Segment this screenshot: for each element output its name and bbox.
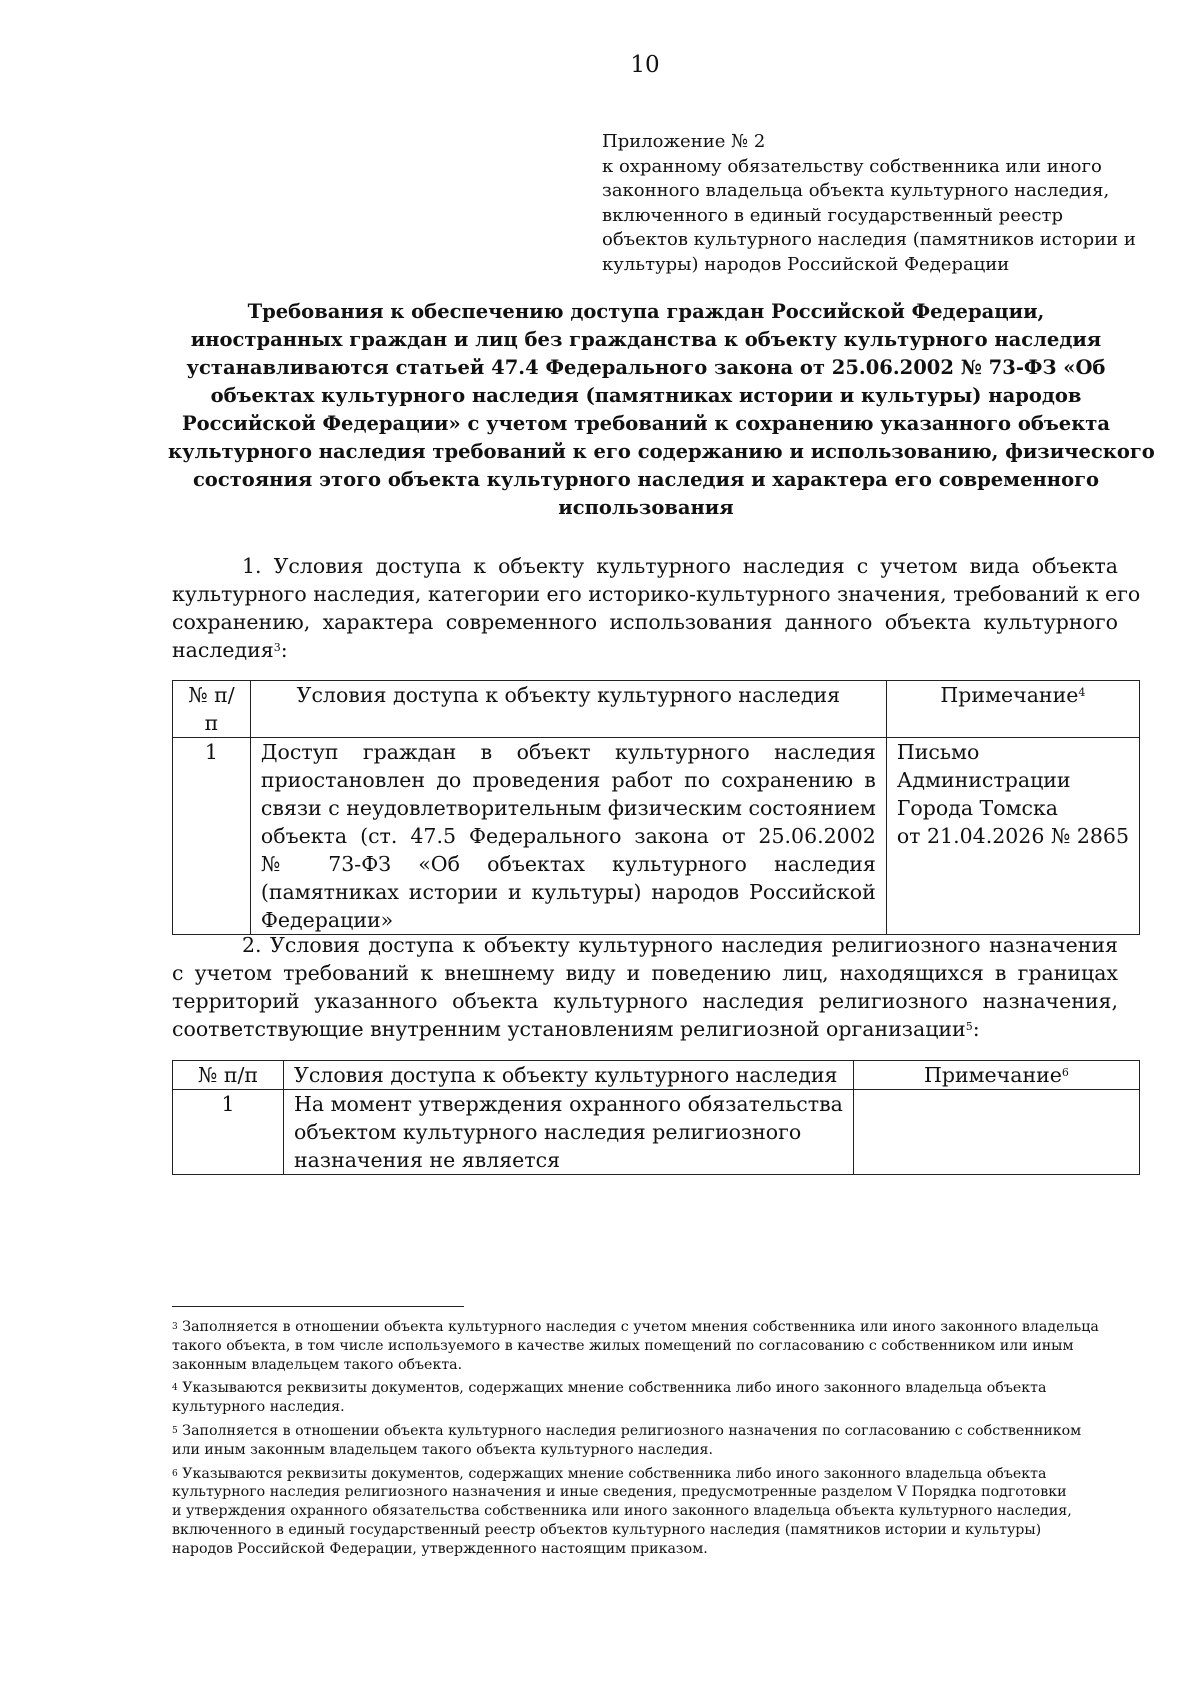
document-title [168, 298, 1155, 522]
footnote-separator [172, 1306, 464, 1307]
table-header-row [173, 1061, 1140, 1090]
footnote-mark: 3 [172, 1322, 178, 1332]
paragraph-line [172, 636, 1118, 664]
footnote-ref[interactable]: 3 [273, 641, 281, 654]
paragraph-punct: : [280, 638, 288, 662]
footnote-line [172, 1379, 1118, 1398]
column-header-number: № п/п [173, 1061, 284, 1090]
row-note [886, 738, 1139, 935]
footnote-line [172, 1422, 1118, 1441]
paragraph-line [172, 1015, 1118, 1043]
row-number: 1 [173, 738, 251, 935]
title-line: Требования к обеспечению доступа граждан Российской Федерации, [247, 300, 1045, 323]
paragraph-line: культурного наследия, категории его историко-культурного значения, требований к его [172, 582, 1141, 606]
footnote-ref[interactable]: 5 [965, 1020, 973, 1033]
appendix-line: к охранному обязательству собственника или иного [602, 155, 1102, 177]
footnote-line: включенного в единый государственный реестр объектов культурного наследия (памятников истории и культуры) [172, 1521, 1042, 1538]
cell-line: Города Томска [896, 796, 1059, 820]
appendix-line: Приложение № 2 [602, 131, 766, 152]
footnote-text: Указываются реквизиты документов, содержащих мнение собственника либо иного законного владельца объекта [182, 1380, 1047, 1397]
footnote-line: народов Российской Федерации, утвержденного настоящим приказом. [172, 1540, 708, 1557]
footnotes [172, 1318, 1118, 1564]
table-row [173, 1090, 1140, 1175]
cell-line: объекта (ст. 47.5 Федерального закона от 25.06.2002 [260, 824, 876, 848]
footnote-mark: 4 [172, 1383, 178, 1394]
column-header-note [853, 1061, 1139, 1090]
footnote-line [172, 1318, 1118, 1337]
cell-line: № 73-ФЗ «Об объектах культурного наследия [260, 852, 876, 876]
title-line: иностранных граждан и лиц без гражданства к объекту культурного наследия [190, 328, 1102, 351]
cell-line: приостановлен до проведения работ по сохранению в [260, 768, 876, 792]
paragraph-text: соответствующие внутренним установлениям религиозной организации [172, 1017, 966, 1041]
footnote-line: такого объекта, в том числе используемого в качестве жилых помещений по согласованию с собственником или иным [172, 1337, 1074, 1354]
footnote [172, 1422, 1118, 1460]
title-line: использования [558, 496, 734, 519]
paragraph-line: территорий указанного объекта культурного наследия религиозного назначения, [172, 989, 1118, 1013]
footnote [172, 1318, 1118, 1374]
appendix-line: включенного в единый государственный реестр [602, 204, 1064, 226]
paragraph-text: наследия [172, 638, 274, 662]
cell-line: назначения не является [294, 1148, 561, 1172]
row-condition [250, 738, 886, 935]
footnote-ref[interactable]: 4 [1078, 686, 1086, 699]
cell-line: Федерации» [260, 908, 394, 932]
paragraph-punct: : [972, 1017, 980, 1041]
cell-line: связи с неудовлетворительным физическим состоянием [260, 796, 876, 820]
title-line: состояния этого объекта культурного наследия и характера его современного [192, 468, 1100, 491]
column-header-conditions: Условия доступа к объекту культурного наследия [284, 1061, 854, 1090]
cell-line: объектом культурного наследия религиозного [294, 1120, 802, 1144]
table-row [173, 738, 1140, 935]
appendix-header [602, 130, 1142, 277]
title-line: устанавливаются статьей 47.4 Федерального закона от 25.06.2002 № 73-ФЗ «Об [186, 356, 1106, 379]
footnote-line: культурного наследия религиозного назначения и иные сведения, предусмотренные разделом V Порядка подготовки [172, 1484, 1067, 1501]
footnote-mark: 5 [172, 1425, 178, 1436]
column-header-note [886, 681, 1139, 738]
access-conditions-table [172, 680, 1140, 935]
title-line: Российской Федерации» с учетом требований к сохранению указанного объекта [182, 412, 1110, 435]
religious-access-table [172, 1060, 1140, 1175]
footnote-text: Заполняется в отношении объекта культурного наследия с учетом мнения собственника или иного законного владельца [182, 1319, 1099, 1335]
appendix-line: законного владельца объекта культурного наследия, [602, 180, 1110, 201]
footnote-mark: 6 [172, 1468, 178, 1479]
cell-line: Доступ граждан в объект культурного наследия [260, 740, 876, 764]
title-line: культурного наследия требований к его содержанию и использованию, физического [168, 440, 1155, 463]
footnote [172, 1465, 1118, 1559]
section-2-paragraph [172, 931, 1118, 1043]
paragraph-line: сохранению, характера современного использования данного объекта культурного [172, 610, 1118, 634]
footnote-line [172, 1465, 1118, 1484]
title-line: объектах культурного наследия (памятниках истории и культуры) народов [210, 384, 1082, 407]
footnote-text: Указываются реквизиты документов, содержащих мнение собственника либо иного законного владельца объекта [182, 1465, 1047, 1482]
paragraph-line: 2. Условия доступа к объекту культурного наследия религиозного назначения [242, 933, 1118, 957]
footnote-line: культурного наследия. [172, 1399, 345, 1416]
column-header-conditions: Условия доступа к объекту культурного наследия [250, 681, 886, 738]
footnote-line: и утверждения охранного обязательства собственника или иного законного владельца объекта культурного наследия, [172, 1503, 1072, 1520]
note-header-text: Примечание [940, 683, 1079, 707]
row-note [853, 1090, 1139, 1175]
paragraph-line: 1. Условия доступа к объекту культурного наследия с учетом вида объекта [242, 554, 1118, 578]
footnote-line: или иным законным владельцем такого объекта культурного наследия. [172, 1441, 713, 1458]
appendix-line: объектов культурного наследия (памятников истории и [602, 229, 1136, 250]
cell-line: Письмо [896, 740, 980, 764]
cell-line: На момент утверждения охранного обязательства [294, 1092, 843, 1116]
footnote-ref[interactable]: 6 [1061, 1066, 1069, 1079]
row-condition [284, 1090, 854, 1175]
column-header-number: № п/п [173, 681, 251, 738]
cell-line: от 21.04.2026 № 2865 [896, 824, 1129, 848]
note-header-text: Примечание [923, 1063, 1062, 1087]
footnote-text: Заполняется в отношении объекта культурного наследия религиозного назначения по согласованию с собственником [182, 1422, 1082, 1439]
page-number: 10 [630, 52, 660, 78]
cell-line: (памятниках истории и культуры) народов Российской [260, 880, 876, 904]
appendix-line: культуры) народов Российской Федерации [602, 253, 1010, 275]
footnote [172, 1379, 1118, 1417]
cell-line: Администрации [896, 768, 1071, 792]
row-number: 1 [173, 1090, 284, 1175]
section-1-paragraph [172, 552, 1141, 664]
footnote-line: законным владельцем такого объекта. [172, 1356, 463, 1373]
paragraph-line: с учетом требований к внешнему виду и поведению лиц, находящихся в границах [172, 961, 1118, 985]
table-header-row [173, 681, 1140, 738]
